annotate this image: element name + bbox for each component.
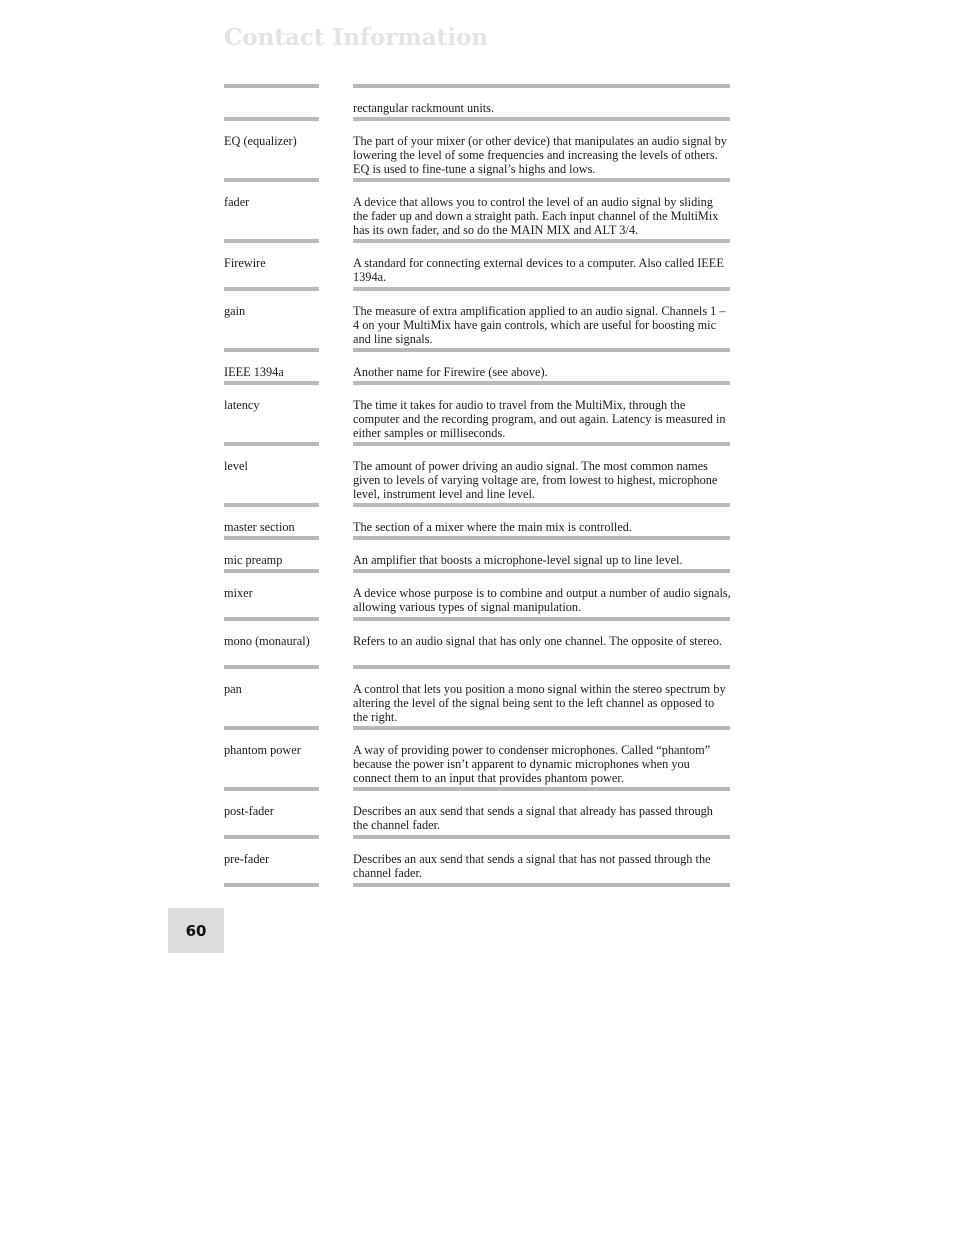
glossary-term: level: [224, 459, 248, 473]
definition-divider: [353, 442, 730, 446]
term-divider: [224, 239, 319, 243]
glossary-term: fader: [224, 195, 250, 209]
term-divider: [224, 442, 319, 446]
glossary-row: [224, 287, 730, 348]
glossary-definition: A device whose purpose is to combine and output a number of audio signals, allowing various types of signal manipulation.: [353, 586, 731, 614]
glossary-row: [224, 617, 730, 665]
page-number-tab: [168, 908, 224, 953]
glossary-definition: A standard for connecting external devices to a computer. Also called IEEE 1394a.: [353, 256, 724, 284]
definition-divider: [353, 835, 730, 839]
glossary-term: pre-fader: [224, 852, 270, 866]
glossary-table: [224, 84, 730, 887]
page-header-title: Contact Information: [224, 24, 489, 51]
definition-divider: [353, 239, 730, 243]
definition-divider: [353, 348, 730, 352]
glossary-definition: An amplifier that boosts a microphone-level signal up to line level.: [353, 553, 683, 567]
glossary-definition: rectangular rackmount units.: [353, 101, 495, 115]
glossary-definition: A way of providing power to condenser microphones. Called “phantom” because the power isn’t apparent to dynamic microphones when you connect them to an input that provides phantom power.: [353, 743, 711, 785]
glossary-definition: The section of a mixer where the main mix is controlled.: [353, 520, 632, 534]
glossary-term: latency: [224, 398, 260, 412]
term-divider: [224, 178, 319, 182]
term-divider: [224, 617, 319, 621]
glossary-term: gain: [224, 304, 246, 318]
glossary-row: [224, 381, 730, 442]
glossary-definition: The amount of power driving an audio signal. The most common names given to levels of varying voltage are, from lowest to highest, microphone level, instrument level and line level.: [353, 459, 718, 501]
glossary-row: [224, 536, 730, 569]
page-number: 60: [185, 922, 207, 940]
definition-divider: [353, 665, 730, 669]
glossary-row: [224, 117, 730, 178]
term-divider: [224, 787, 319, 791]
glossary-term: post-fader: [224, 804, 274, 818]
glossary-row: [224, 787, 730, 835]
definition-divider: [353, 178, 730, 182]
glossary-row: [224, 442, 730, 503]
glossary-definition: The measure of extra amplification applied to an audio signal. Channels 1 – 4 on your MultiMix have gain controls, which are useful for boosting mic and line signals.: [353, 304, 726, 346]
glossary-definition: Describes an aux send that sends a signal that has not passed through the channel fader.: [353, 852, 711, 880]
glossary-term: phantom power: [224, 743, 301, 757]
term-divider: [224, 503, 319, 507]
glossary-term: master section: [224, 520, 295, 534]
glossary-term: Firewire: [224, 256, 266, 270]
glossary-definition: Refers to an audio signal that has only one channel. The opposite of stereo.: [353, 634, 722, 648]
term-divider: [224, 348, 319, 352]
glossary-row: [224, 726, 730, 787]
glossary-term: IEEE 1394a: [224, 365, 284, 379]
glossary-definition: The part of your mixer (or other device) that manipulates an audio signal by lowering the level of some frequencies and increasing the levels of others. EQ is used to fine-tune a signal’s highs and lows.: [353, 134, 727, 176]
glossary-term: EQ (equalizer): [224, 134, 297, 148]
glossary-definition: Describes an aux send that sends a signal that already has passed through the channel fader.: [353, 804, 713, 832]
glossary-row: [224, 348, 730, 381]
definition-divider: [353, 536, 730, 540]
definition-divider: [353, 117, 730, 121]
term-divider: [224, 117, 319, 121]
definition-divider: [353, 503, 730, 507]
term-divider: [224, 84, 319, 88]
definition-divider: [353, 381, 730, 385]
glossary-definition: A control that lets you position a mono signal within the stereo spectrum by altering the level of the signal being sent to the left channel as opposed to the right.: [353, 682, 726, 724]
glossary-definition: Another name for Firewire (see above).: [353, 365, 548, 379]
glossary-row: [224, 178, 730, 239]
definition-divider: [353, 84, 730, 88]
definition-divider: [353, 787, 730, 791]
term-divider: [224, 835, 319, 839]
glossary-row: [224, 84, 730, 117]
glossary-term: mixer: [224, 586, 253, 600]
glossary-term: mono (monaural): [224, 634, 310, 648]
glossary-term: mic preamp: [224, 553, 283, 567]
glossary-definition: A device that allows you to control the level of an audio signal by sliding the fader up and down a straight path. Each input channel of the MultiMix has its own fader, and so do the MAIN MIX and ALT 3/4.: [353, 195, 719, 237]
term-divider: [224, 569, 319, 573]
term-divider: [224, 883, 319, 887]
glossary-row: [224, 569, 730, 617]
term-divider: [224, 536, 319, 540]
glossary-row: [224, 239, 730, 287]
glossary-row: [224, 835, 730, 883]
glossary-row: [224, 503, 730, 536]
glossary-bottom-rule: [224, 883, 730, 887]
term-divider: [224, 381, 319, 385]
glossary-definition: The time it takes for audio to travel from the MultiMix, through the computer and the recording program, and out again. Latency is measured in either samples or milliseconds.: [353, 398, 726, 440]
term-divider: [224, 287, 319, 291]
glossary-term: pan: [224, 682, 242, 696]
term-divider: [224, 726, 319, 730]
term-divider: [224, 665, 319, 669]
definition-divider: [353, 569, 730, 573]
definition-divider: [353, 883, 730, 887]
definition-divider: [353, 287, 730, 291]
definition-divider: [353, 617, 730, 621]
glossary-row: [224, 665, 730, 726]
definition-divider: [353, 726, 730, 730]
